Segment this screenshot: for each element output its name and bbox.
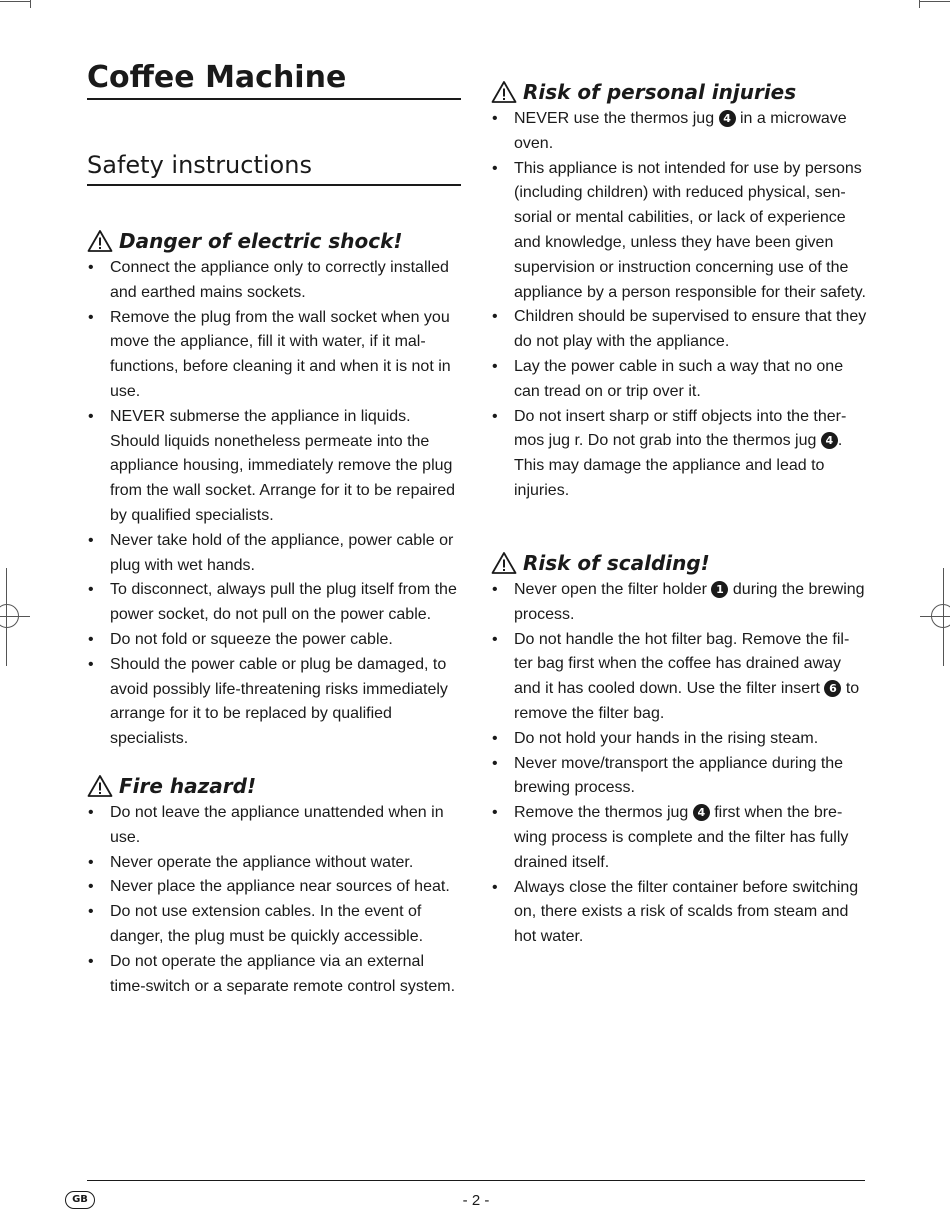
- part-number-badge: 4: [821, 432, 838, 449]
- page-number: - 2 -: [462, 1192, 490, 1209]
- list-item: • Do not leave the appliance unattended when in use.: [87, 801, 461, 851]
- fire-hazard-heading-text: Fire hazard!: [119, 774, 257, 798]
- item-text: in a microwave oven.: [514, 110, 847, 152]
- list-item: • This appliance is not intended for use by persons (including children) with reduced physical, sen-sorial or mental cabilities, or lack of experience and knowledge, unless they have been given supervision or instruction concerning use of the appliance by a person responsible for their safety.: [491, 157, 867, 306]
- personal-injuries-heading-text: Risk of personal injuries: [523, 80, 797, 104]
- registration-mark-left: [0, 604, 19, 628]
- fire-hazard-list: [87, 801, 461, 999]
- personal-injuries-section: [491, 79, 867, 504]
- item-text: Never open the filter holder: [514, 581, 707, 598]
- fire-hazard-heading: [87, 773, 461, 799]
- list-item: • NEVER submerse the appliance in liquids. Should liquids nonetheless permeate into the appliance housing, immediately remove the plug from the wall socket. Arrange for it to be repaired by qualified specialists.: [87, 405, 461, 529]
- list-item: • Remove the plug from the wall socket when you move the appliance, fill it with water, if it mal-functions, before cleaning it and when it is not in use.: [87, 306, 461, 405]
- section-title: Safety instructions: [87, 148, 461, 186]
- item-text: NEVER use the thermos jug: [514, 110, 715, 127]
- item-text: Remove the thermos jug: [514, 804, 689, 822]
- language-badge: GB: [65, 1191, 95, 1209]
- page-title: Coffee Machine: [87, 58, 461, 100]
- electric-shock-heading-text: Danger of electric shock!: [119, 229, 403, 253]
- list-item: [491, 107, 867, 157]
- list-item: • Lay the power cable in such a way that no one can tread on or trip over it.: [491, 355, 867, 405]
- crop-mark-top-right-h: [920, 1, 950, 2]
- list-item: • Never move/transport the appliance during the brewing process.: [491, 752, 867, 802]
- list-item: [491, 578, 867, 628]
- list-item: • Children should be supervised to ensure that they do not play with the appliance.: [491, 305, 867, 355]
- list-item: [491, 628, 867, 727]
- list-item: • Always close the filter container before switching on, there exists a risk of scalds from steam and hot water.: [491, 876, 867, 950]
- list-item: • Connect the appliance only to correctly installed and earthed mains sockets.: [87, 256, 461, 306]
- item-text: Do not insert sharp or stiff objects into the ther-mos jug r. Do not grab into the thermos jug: [514, 407, 847, 450]
- personal-injuries-heading: [491, 79, 867, 105]
- list-item: • Do not hold your hands in the rising steam.: [491, 727, 867, 752]
- list-item: • To disconnect, always pull the plug itself from the power socket, do not pull on the power cable.: [87, 578, 461, 628]
- item-text: first when the bre-wing process is complete and the filter has fully drained itself.: [514, 804, 849, 871]
- electric-shock-section: [87, 228, 461, 752]
- warning-icon: [87, 229, 113, 253]
- item-text: . This may damage the appliance and lead to injuries.: [514, 432, 843, 499]
- fire-hazard-section: [87, 773, 461, 999]
- list-item: • Do not operate the appliance via an external time-switch or a separate remote control system.: [87, 950, 461, 1000]
- list-item: • Never place the appliance near sources of heat.: [87, 875, 461, 900]
- crop-mark-top-left: [30, 0, 31, 8]
- item-text: during the brewing process.: [514, 581, 865, 623]
- list-item: • Do not fold or squeeze the power cable.: [87, 628, 461, 653]
- part-number-badge: 1: [711, 581, 728, 598]
- item-text: to remove the filter bag.: [514, 680, 860, 722]
- registration-mark-right: [931, 604, 950, 628]
- scalding-heading: [491, 550, 867, 576]
- scalding-section: [491, 550, 867, 950]
- footer-rule: [87, 1180, 865, 1181]
- list-item: [491, 405, 867, 504]
- part-number-badge: 4: [693, 804, 710, 821]
- scalding-list: [491, 578, 867, 950]
- electric-shock-heading: [87, 228, 461, 254]
- list-item: • Do not use extension cables. In the event of danger, the plug must be quickly accessible.: [87, 900, 461, 950]
- part-number-badge: 6: [824, 680, 841, 697]
- warning-icon: [87, 774, 113, 798]
- part-number-badge: 4: [719, 110, 736, 127]
- crop-mark-top-left-h: [0, 1, 30, 2]
- scalding-heading-text: Risk of scalding!: [523, 551, 710, 575]
- warning-icon: [491, 80, 517, 104]
- item-text: Do not handle the hot filter bag. Remove the fil-ter bag first when the coffee has drained away and it has cooled down. Use the filter insert: [514, 630, 850, 698]
- personal-injuries-list: [491, 107, 867, 504]
- list-item: • Should the power cable or plug be damaged, to avoid possibly life-threatening risks immediately arrange for it to be replaced by qualified specialists.: [87, 653, 461, 752]
- list-item: • Never take hold of the appliance, power cable or plug with wet hands.: [87, 529, 461, 579]
- list-item: • Never operate the appliance without water.: [87, 851, 461, 876]
- electric-shock-list: [87, 256, 461, 752]
- list-item: [491, 801, 867, 875]
- warning-icon: [491, 551, 517, 575]
